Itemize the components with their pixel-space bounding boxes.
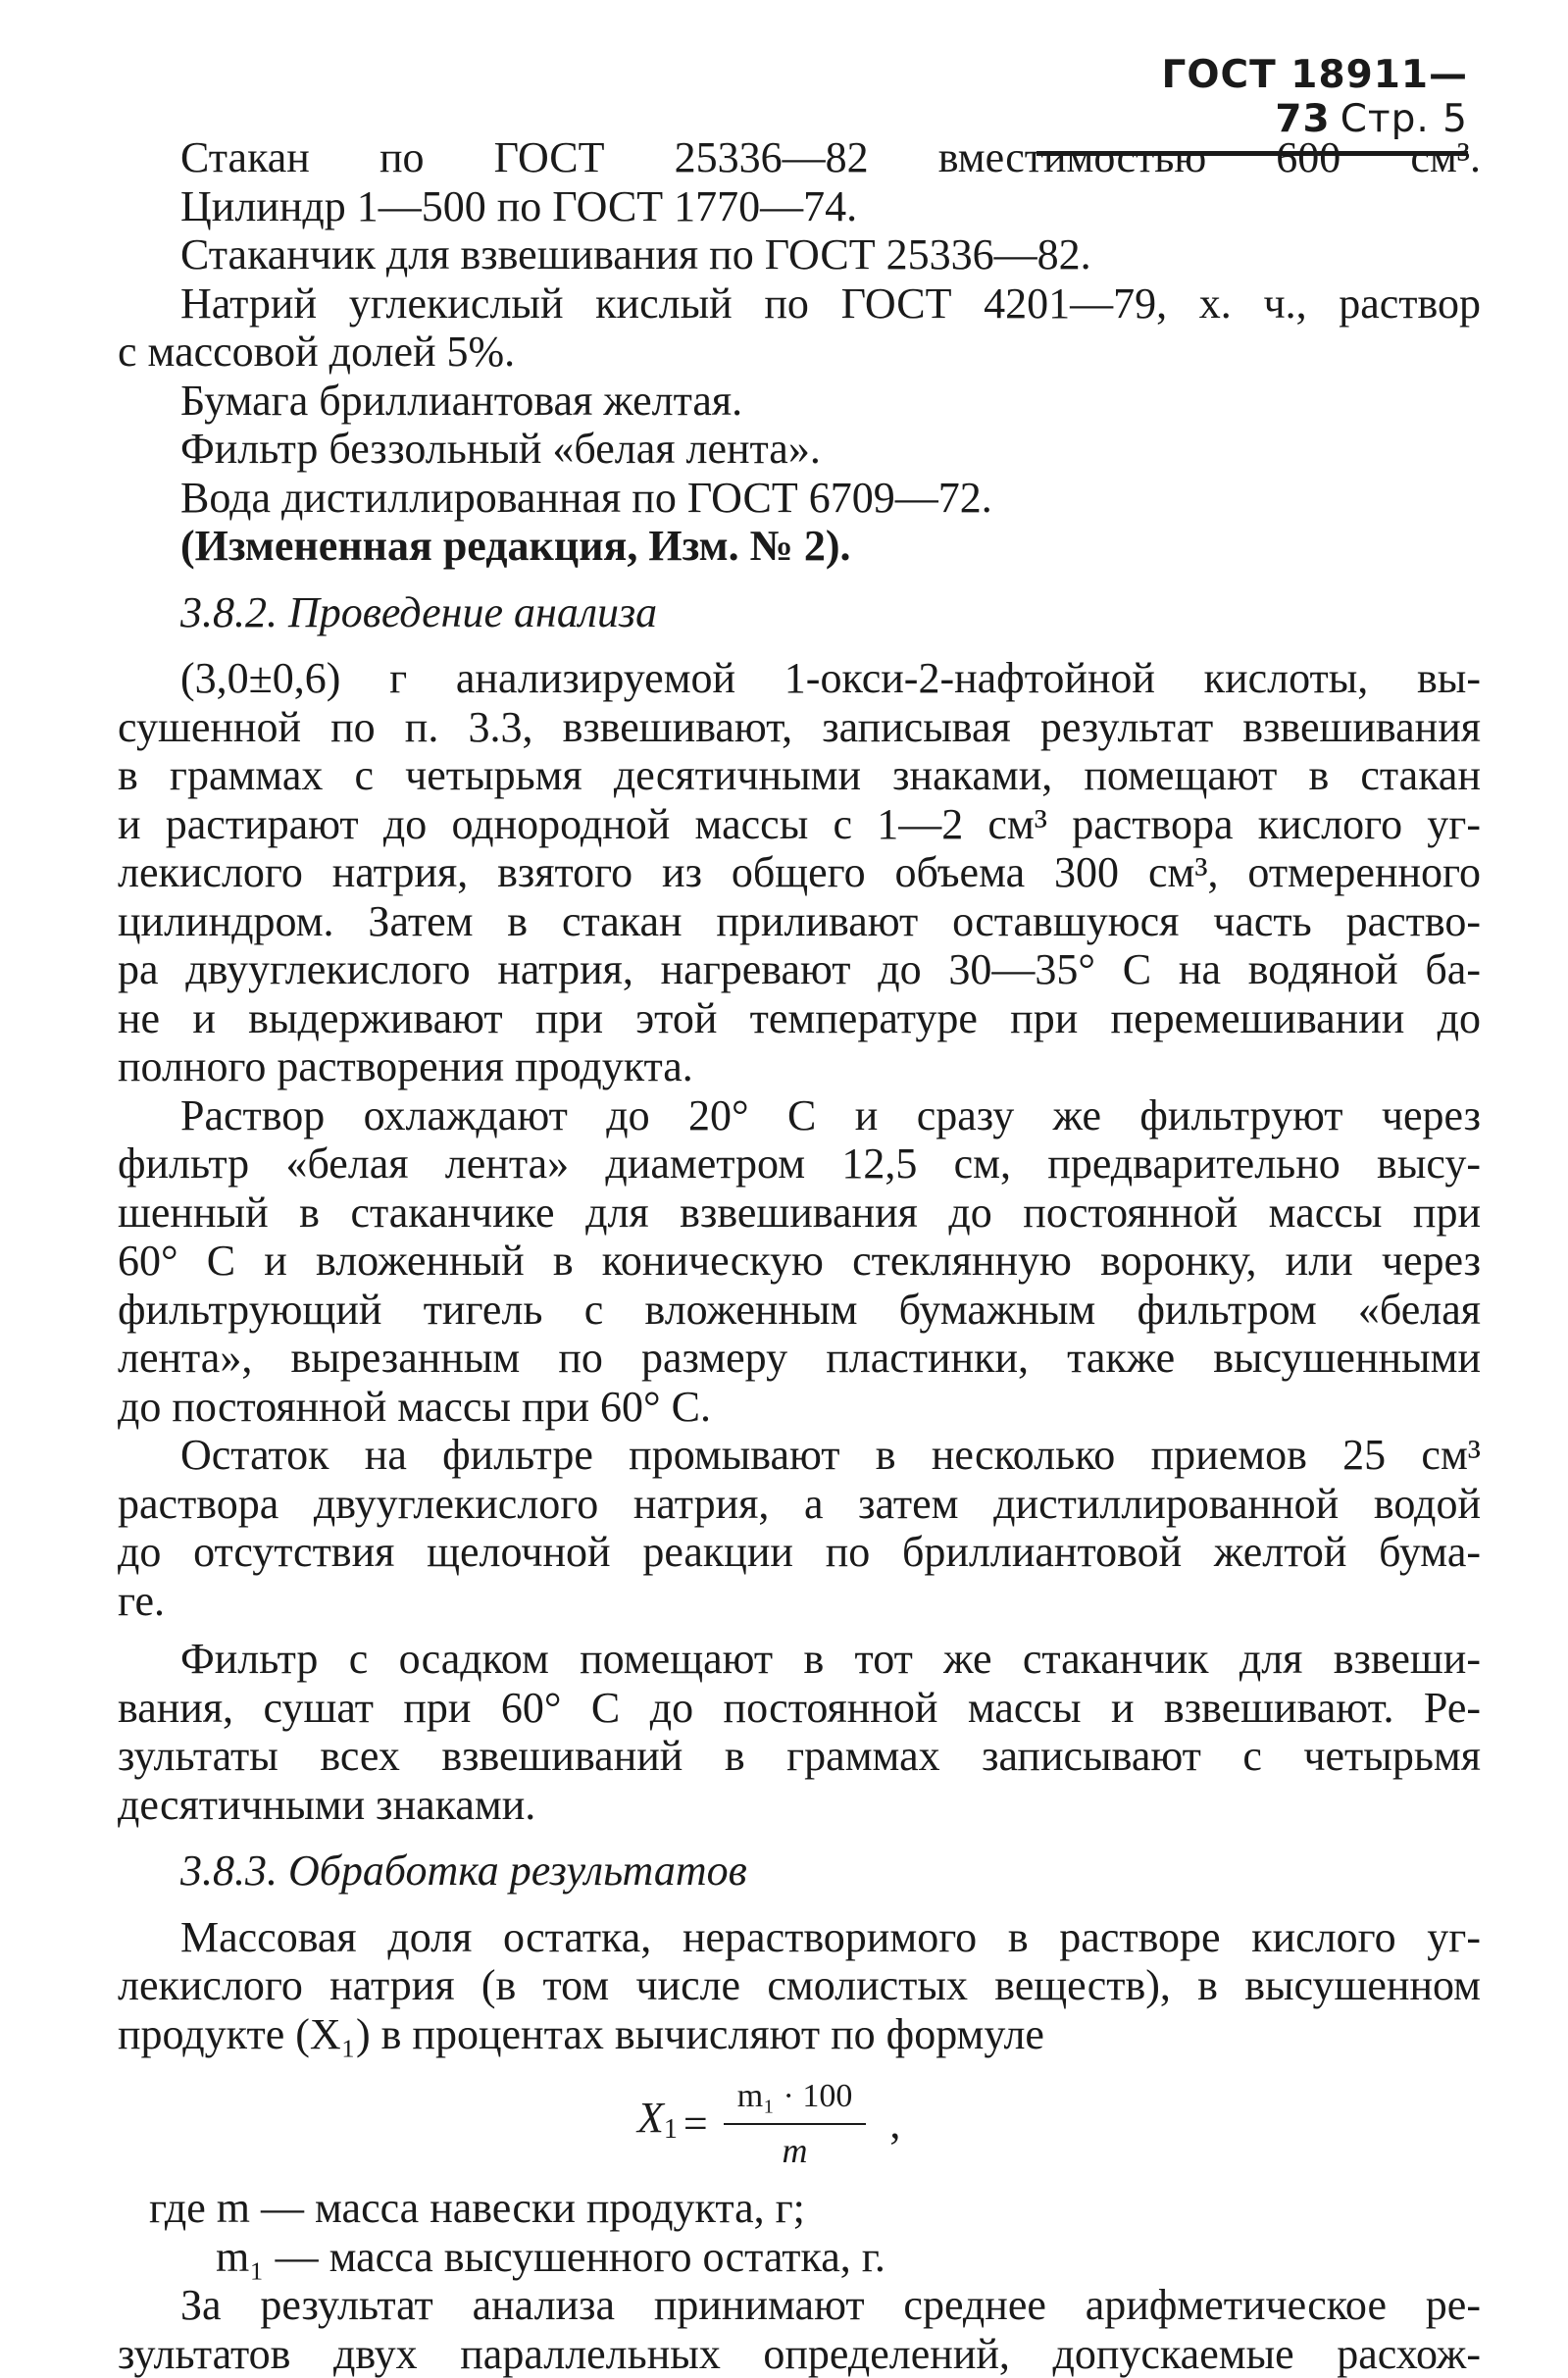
amendment-note: (Измененная редакция, Изм. № 2). — [118, 522, 1481, 571]
formula-legend-line: где m — масса навески продукта, г; — [118, 2184, 1481, 2233]
text-line: не и выдерживают при этой температуре при перемешивании до — [118, 994, 1481, 1043]
text-line: и растирают до однородной массы с 1—2 см³ раствора кислого уг- — [118, 800, 1481, 849]
section-heading: 3.8.2. Проведение анализа — [118, 588, 1481, 637]
text-line: зультаты всех взвешиваний в граммах записывают с четырьмя — [118, 1732, 1481, 1781]
formula-equals: = — [683, 2100, 708, 2149]
text-line: Вода дистиллированная по ГОСТ 6709—72. — [118, 474, 1481, 523]
text-line: вания, сушат при 60° С до постоянной массы и взвешивают. Ре- — [118, 1684, 1481, 1733]
text-line: до отсутствия щелочной реакции по бриллиантовой желтой бума- — [118, 1528, 1481, 1577]
text-line: с массовой долей 5%. — [118, 328, 1481, 377]
formula-denominator: m — [783, 2125, 808, 2176]
text-line: ге. — [118, 1577, 1481, 1626]
text-line: За результат анализа принимают среднее арифметическое ре- — [118, 2281, 1481, 2330]
text-line: раствора двууглекислого натрия, а затем дистиллированной водой — [118, 1480, 1481, 1529]
formula-lhs-symbol: X — [637, 2094, 664, 2142]
text-line: Остаток на фильтре промывают в несколько приемов 25 см³ — [118, 1431, 1481, 1480]
text-line: шенный в стаканчике для взвешивания до постоянной массы при — [118, 1189, 1481, 1238]
text-line: ра двууглекислого натрия, нагревают до 30—35° С на водяной ба- — [118, 945, 1481, 994]
text-line: Цилиндр 1—500 по ГОСТ 1770—74. — [118, 182, 1481, 231]
text-line: Раствор охлаждают до 20° С и сразу же фильтруют через — [118, 1091, 1481, 1140]
formula-lhs-subscript: 1 — [664, 2114, 678, 2145]
text-line: зультатов двух параллельных определений, допускаемые расхож- — [118, 2330, 1481, 2378]
text-line: Фильтр с осадком помещают в тот же стаканчик для взвеши- — [118, 1635, 1481, 1684]
text-line: Фильтр беззольный «белая лента». — [118, 425, 1481, 474]
text-line: лента», вырезанным по размеру пластинки, также высушенными — [118, 1334, 1481, 1383]
text-line: Стакан по ГОСТ 25336—82 вместимостью 600 см³. — [118, 133, 1481, 182]
formula-numerator: m₁ · 100 — [724, 2072, 867, 2125]
text-line: Натрий углекислый кислый по ГОСТ 4201—79, х. ч., раствор — [118, 279, 1481, 329]
text-line: продукте (X₁) в процентах вычисляют по формуле — [118, 2010, 1481, 2059]
text-line: лекислого натрия (в том числе смолистых веществ), в высушенном — [118, 1961, 1481, 2010]
text-line: фильтрующий тигель с вложенным бумажным фильтром «белая — [118, 1286, 1481, 1335]
text-line: десятичными знаками. — [118, 1781, 1481, 1830]
text-line: фильтр «белая лента» диаметром 12,5 см, предварительно высу- — [118, 1139, 1481, 1189]
text-line: цилиндром. Затем в стакан приливают оставшуюся часть раство- — [118, 897, 1481, 946]
text-line: Массовая доля остатка, нерастворимого в растворе кислого уг- — [118, 1913, 1481, 1962]
formula-comma: , — [889, 2100, 900, 2149]
text-line: (3,0±0,6) г анализируемой 1-окси-2-нафтойной кислоты, вы- — [118, 654, 1481, 703]
text-line: Стаканчик для взвешивания по ГОСТ 25336—82. — [118, 230, 1481, 279]
formula-lhs — [637, 2094, 678, 2154]
page-number: Стр. 5 — [1340, 97, 1468, 141]
text-line: 60° С и вложенный в коническую стеклянную воронку, или через — [118, 1237, 1481, 1286]
text-line: полного растворения продукта. — [118, 1042, 1481, 1091]
text-line: Бумага бриллиантовая желтая. — [118, 377, 1481, 426]
formula-legend-line: m₁ — масса высушенного остатка, г. — [118, 2233, 1481, 2282]
body-text — [118, 133, 1481, 2378]
text-line: до постоянной массы при 60° С. — [118, 1383, 1481, 1432]
text-line: сушенной по п. 3.3, взвешивают, записывая результат взвешивания — [118, 703, 1481, 752]
formula-fraction — [724, 2072, 867, 2175]
section-heading: 3.8.3. Обработка результатов — [118, 1847, 1481, 1896]
text-line: лекислого натрия, взятого из общего объема 300 см³, отмеренного — [118, 848, 1481, 897]
text-line: в граммах с четырьмя десятичными знаками, помещают в стакан — [118, 751, 1481, 800]
formula — [637, 2072, 900, 2175]
standard-number: ГОСТ 18911—73 — [1162, 53, 1469, 141]
formula-block — [118, 2066, 1481, 2184]
